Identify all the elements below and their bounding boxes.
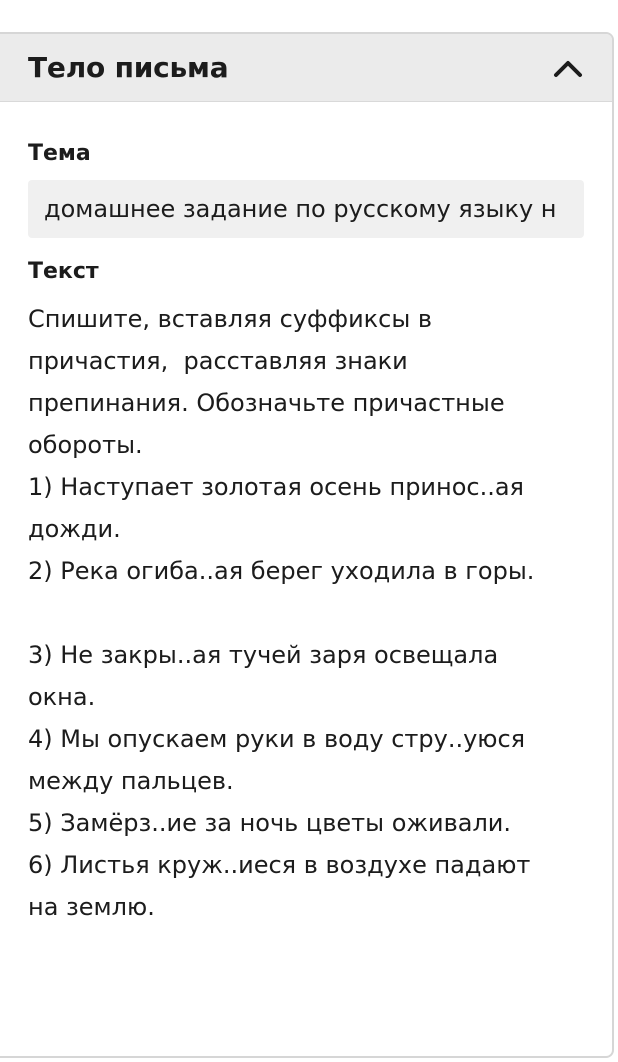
text-line: 2) Река огиба..ая берег уходила в горы. [28, 557, 535, 585]
panel-title: Тело письма [28, 51, 229, 84]
subject-label: Тема [28, 141, 91, 166]
panel-body [0, 140, 612, 928]
text-line: Спишите, вставляя суффиксы в [28, 305, 433, 333]
text-line: на землю. [28, 893, 155, 921]
text-line: 5) Замёрз..ие за ночь цветы оживали. [28, 809, 512, 837]
email-body-panel [0, 32, 614, 1058]
text-line: между пальцев. [28, 767, 234, 795]
subject-field[interactable] [28, 180, 584, 238]
text-line: 4) Мы опускаем руки в воду стру..уюся [28, 725, 526, 753]
text-line: 3) Не закры..ая тучей заря освещала [28, 641, 499, 669]
text-line: 1) Наступает золотая осень принос..ая [28, 473, 524, 501]
message-text[interactable] [28, 298, 584, 928]
text-line [28, 592, 584, 634]
text-line: препинания. Обозначьте причастные [28, 389, 505, 417]
text-line: обороты. [28, 431, 143, 459]
text-line: причастия, расставляя знаки [28, 347, 408, 375]
subject-value: домашнее задание по русскому языку н [44, 195, 557, 223]
text-line: дожди. [28, 515, 121, 543]
text-label: Текст [28, 259, 99, 284]
chevron-up-icon[interactable] [552, 52, 584, 84]
panel-header[interactable] [0, 34, 612, 102]
text-line: 6) Листья круж..иеся в воздухе падают [28, 851, 531, 879]
text-line: окна. [28, 683, 96, 711]
